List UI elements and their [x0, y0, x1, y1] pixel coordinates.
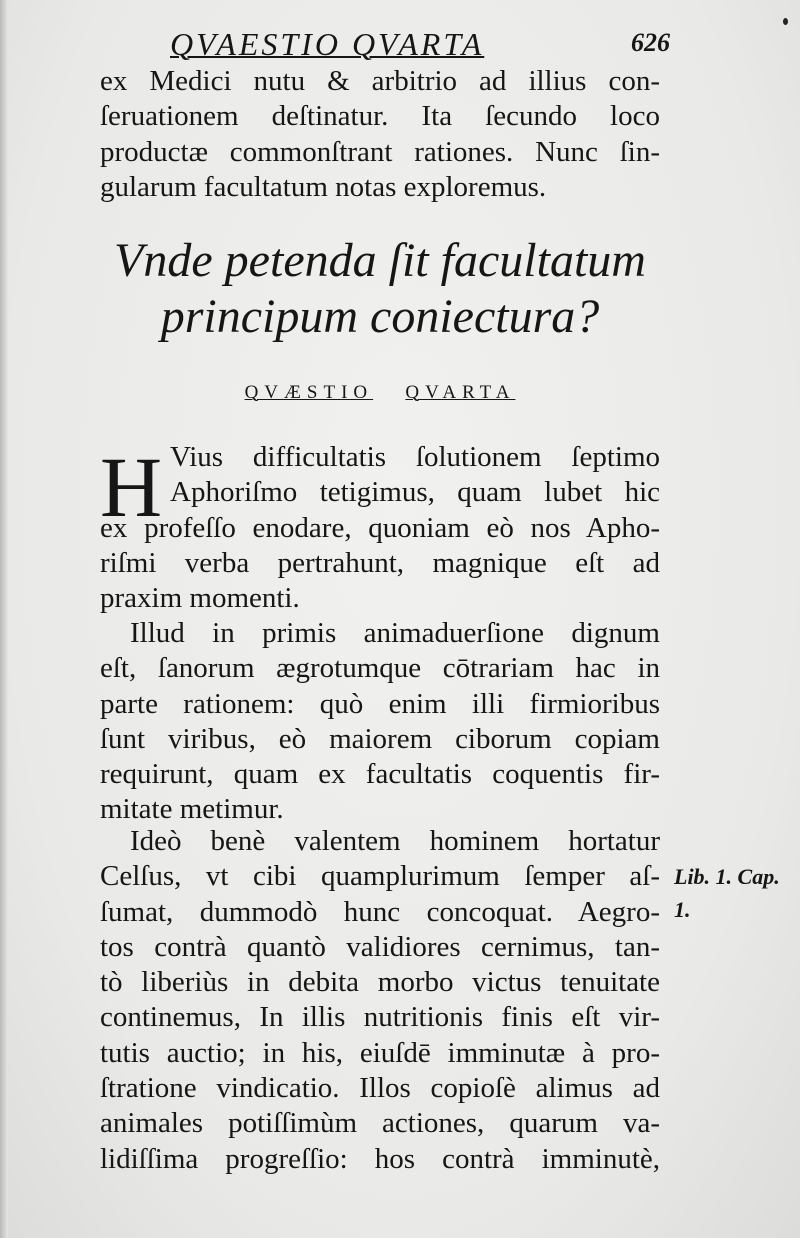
text-line: riſmi verba pertrahunt, magnique eſt ad — [100, 546, 660, 579]
heading-line: principum coniectura? — [160, 290, 600, 343]
running-head — [170, 24, 670, 68]
top-paragraph — [100, 64, 660, 205]
page-number: 626 — [631, 28, 670, 57]
text-line: tutis auctio; in his, eiuſdē imminutæ à pro- — [100, 1036, 660, 1069]
subheading-word: QVARTA — [405, 382, 516, 403]
chapter-heading — [80, 233, 680, 345]
marginal-note — [674, 860, 794, 926]
text-line: productæ commonſtrant rationes. Nunc ſin- — [100, 135, 660, 168]
text-line: ſunt viribus, eò maiorem ciborum copiam — [100, 722, 660, 755]
text-line: Aphoriſmo tetigimus, quam lubet hic — [170, 476, 660, 509]
text-line: Illud in primis animaduerſione dignum — [130, 617, 660, 649]
text-line: gularum facultatum notas exploremus. — [100, 170, 547, 203]
text-line: lidiſſima progreſſio: hos contrà imminutè, — [100, 1142, 660, 1175]
ink-speck — [783, 18, 788, 25]
text-line: requirunt, quam ex facultatis coquentis fir- — [100, 758, 660, 791]
running-head-title: QVAESTIO QVARTA — [170, 26, 485, 62]
text-line: ſeruationem deſtinatur. Ita ſecundo loco — [100, 100, 660, 133]
text-line: ſumat, dummodò hunc concoquat. Aegro- — [100, 895, 660, 928]
marginal-note-line: 1. — [674, 897, 691, 922]
text-line: praxim momenti. — [100, 582, 300, 615]
text-line: ſtratione vindicatio. Illos copioſè alimus ad — [100, 1072, 660, 1105]
drop-cap: H — [100, 439, 163, 535]
marginal-note-line: Lib. 1. Cap. — [674, 864, 780, 889]
text-line: ex profeſſo enodare, quoniam eò nos Apho- — [100, 511, 660, 544]
text-line: Ideò benè valentem hominem hortatur — [130, 825, 660, 857]
section-subheading — [100, 382, 660, 404]
paragraph-1 — [100, 511, 660, 617]
page-gutter-shadow — [0, 0, 8, 1238]
text-line: tos contrà quantò validiores cernimus, tan- — [100, 930, 660, 963]
paragraph-1-dropcap-lines — [170, 440, 660, 511]
subheading-word: QVÆSTIO — [244, 382, 374, 403]
text-line: continemus, In illis nutritionis finis eſt vir- — [100, 1001, 660, 1034]
text-line: mitate metimur. — [100, 793, 284, 826]
paragraph-2 — [100, 616, 660, 828]
text-line: Vius difficultatis ſolutionem ſeptimo — [170, 441, 660, 473]
text-line: animales potiſſimùm actiones, quarum va- — [100, 1107, 660, 1140]
text-line: tò liberiùs in debita morbo victus tenuitate — [100, 966, 660, 999]
text-line: ex Medici nutu & arbitrio ad illius con- — [100, 65, 660, 97]
text-line: parte rationem: quò enim illi firmioribus — [100, 687, 660, 720]
paragraph-3 — [100, 824, 660, 1177]
heading-line: Vnde petenda ſit facultatum — [114, 234, 646, 287]
text-line: Celſus, vt cibi quamplurimum ſemper aſ- — [100, 860, 660, 893]
text-line: eſt, ſanorum ægrotumque cōtrariam hac in — [100, 652, 660, 685]
